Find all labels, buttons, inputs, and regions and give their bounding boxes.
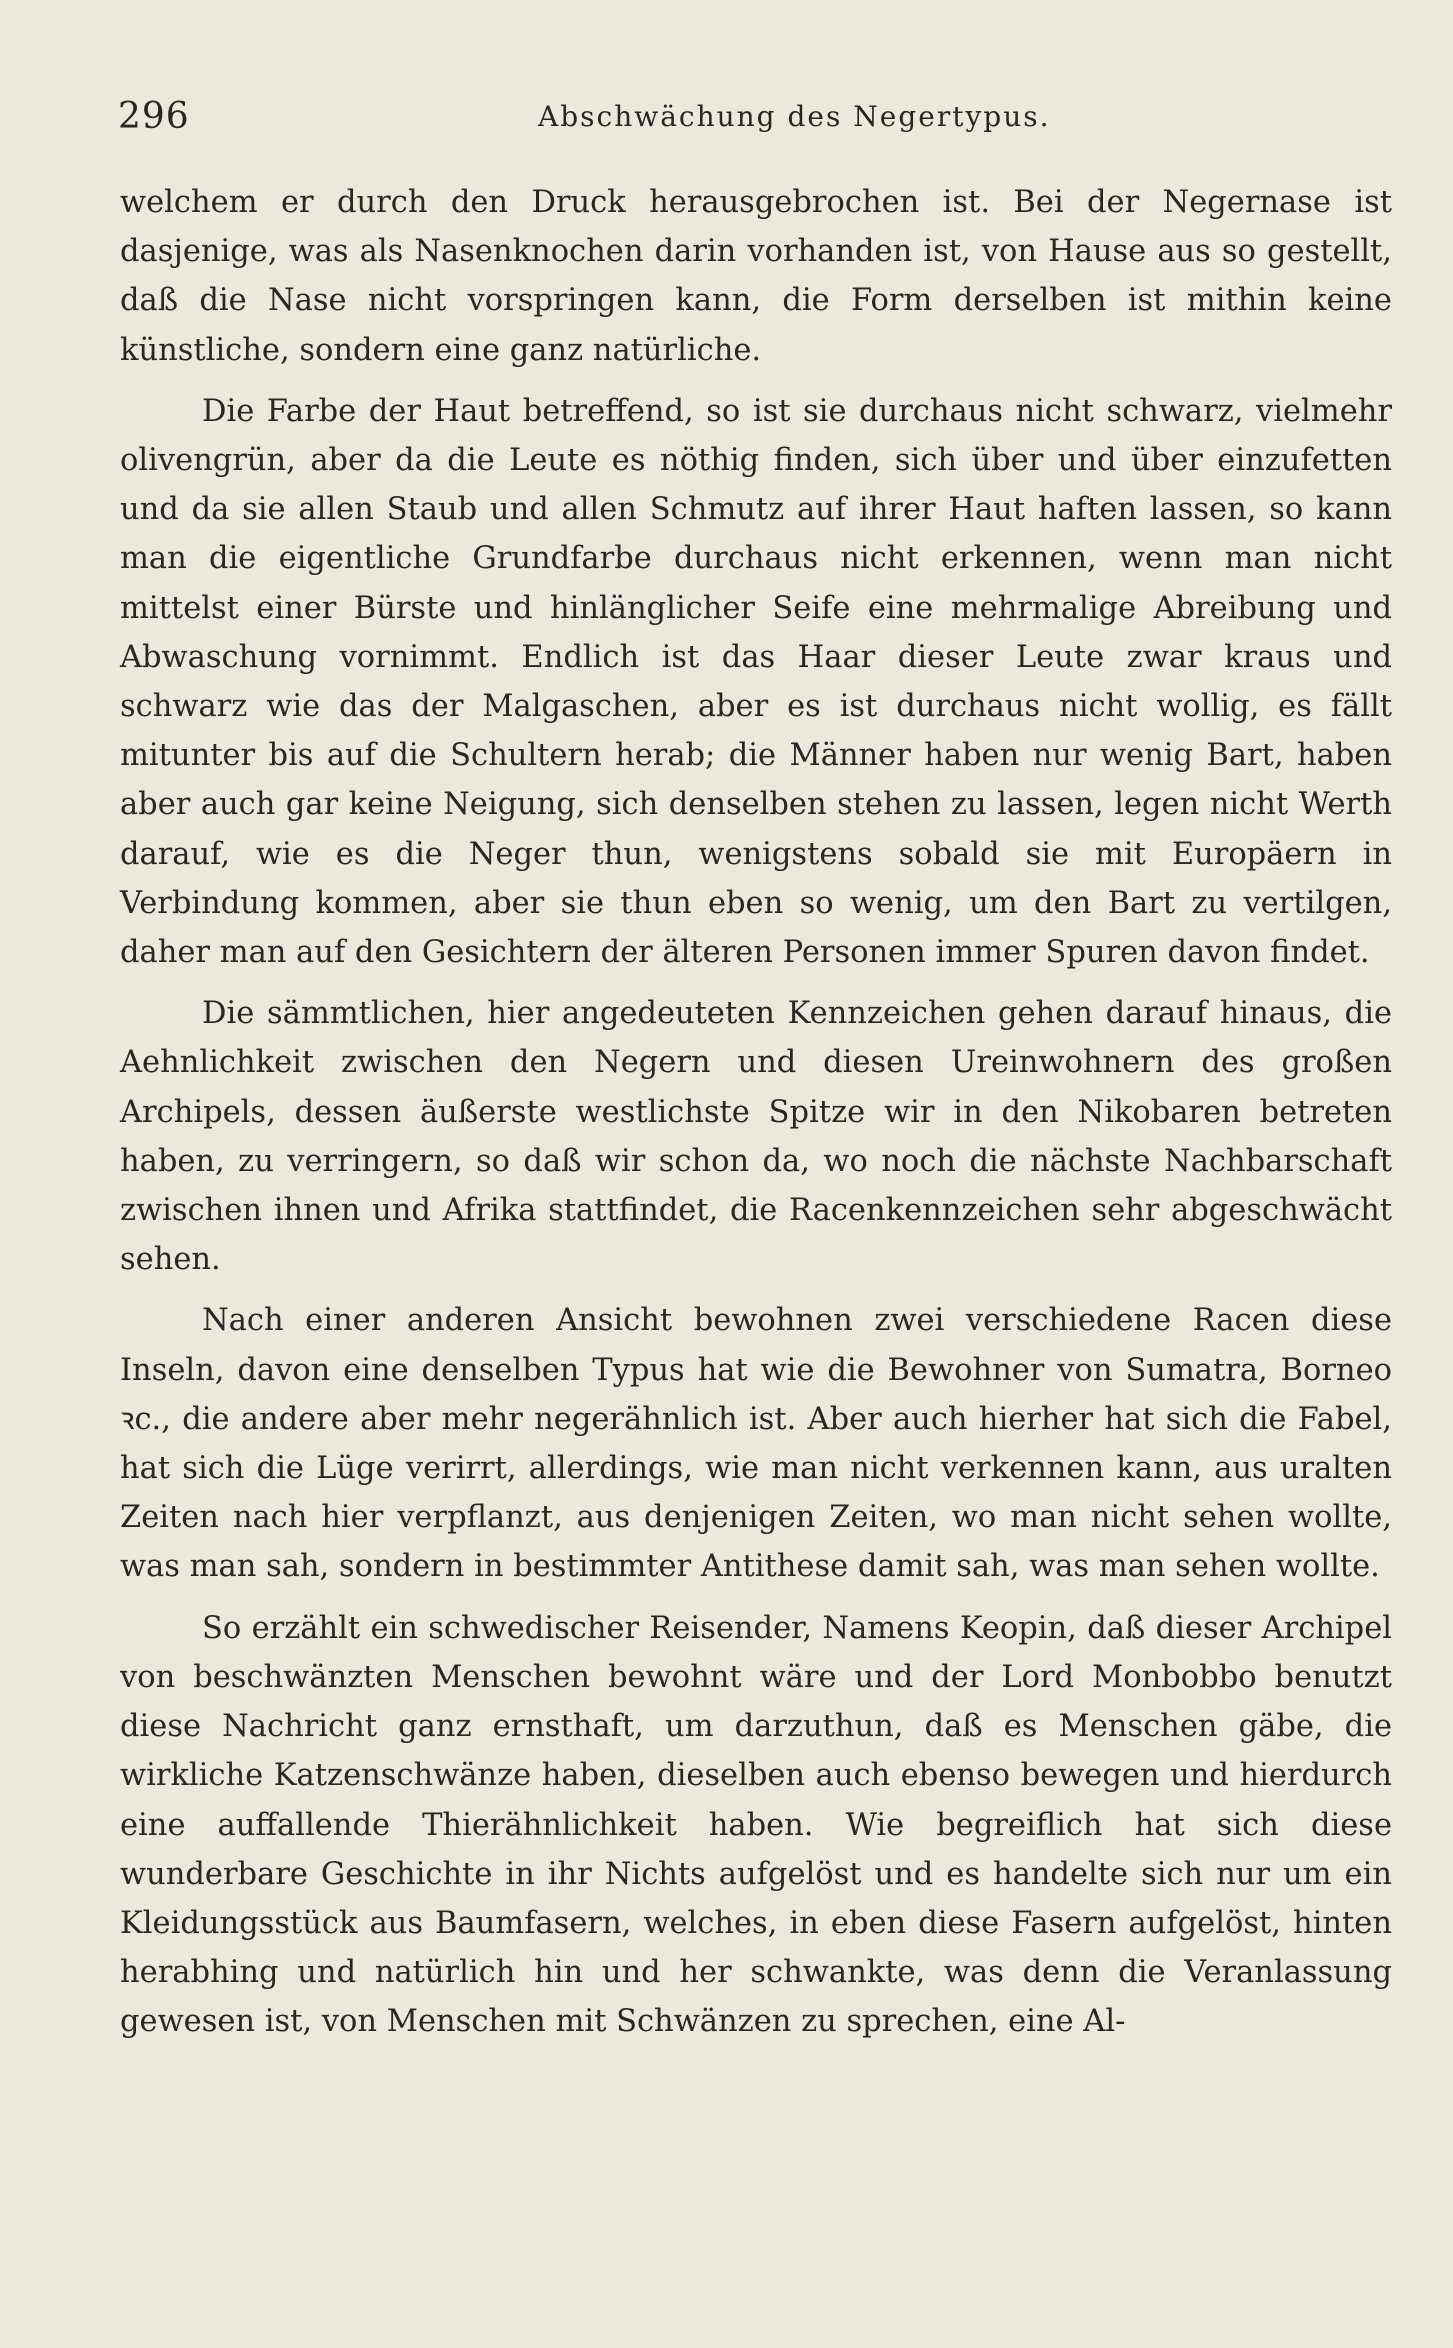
paragraph: So erzählt ein schwedischer Reisender, Namens Keopin, daß dieser Archipel von beschwänzten Menschen bewohnt wäre und der Lord Monbobbo benutzt diese Nachricht ganz ernsthaft, um darzuthun, daß es Menschen gäbe, die wirkliche Katzenschwänze haben, dieselben auch ebenso bewegen und hierdurch eine auffallende Thierähnlichkeit haben. Wie begreiflich hat sich diese wunderbare Geschichte in ihr Nichts aufgelöst und es handelte sich nur um ein Kleidungsstück aus Baumfasern, welches, in eben diese Fasern aufgelöst, hinten herabhing und natürlich hin und her schwankte, was denn die Veranlassung gewesen ist, von Menschen mit Schwänzen zu sprechen, eine Al- bbox=[120, 1610, 1392, 2040]
body-text bbox=[120, 178, 1392, 2059]
paragraph: Nach einer anderen Ansicht bewohnen zwei verschiedene Racen diese Inseln, davon eine denselben Typus hat wie die Bewohner von Sumatra, Borneo ꝛc., die andere aber mehr negerähnlich ist. Aber auch hierher hat sich die Fabel, hat sich die Lüge verirrt, allerdings, wie man nicht verkennen kann, aus uralten Zeiten nach hier verpflanzt, aus denjenigen Zeiten, wo man nicht sehen wollte, was man sah, sondern in bestimmter Antithese damit sah, was man sehen wollte. bbox=[120, 1303, 1392, 1585]
paragraph: Die sämmtlichen, hier angedeuteten Kennzeichen gehen darauf hinaus, die Aehnlichkeit zwischen den Negern und diesen Ureinwohnern des großen Archipels, dessen äußerste westlichste Spitze wir in den Nikobaren betreten haben, zu verringern, so daß wir schon da, wo noch die nächste Nachbarschaft zwischen ihnen und Afrika stattfindet, die Racenkennzeichen sehr abgeschwächt sehen. bbox=[120, 996, 1392, 1278]
page-header bbox=[118, 96, 1368, 146]
running-title: Abschwächung des Negertypus. bbox=[538, 100, 1051, 133]
page-number: 296 bbox=[118, 96, 190, 137]
paragraph-continued: welchem er durch den Druck herausgebrochen ist. Bei der Negernase ist dasjenige, was als Nasenknochen darin vorhanden ist, von Hause aus so gestellt, daß die Nase nicht vorspringen kann, die Form derselben ist mithin keine künstliche, sondern eine ganz natürliche. bbox=[120, 185, 1392, 368]
paragraph: Die Farbe der Haut betreffend, so ist sie durchaus nicht schwarz, vielmehr olivengrün, aber da die Leute es nöthig finden, sich über und über einzufetten und da sie allen Staub und allen Schmutz auf ihrer Haut haften lassen, so kann man die eigentliche Grundfarbe durchaus nicht erkennen, wenn man nicht mittelst einer Bürste und hinlänglicher Seife eine mehrmalige Abreibung und Abwaschung vornimmt. Endlich ist das Haar dieser Leute zwar kraus und schwarz wie das der Malgaschen, aber es ist durchaus nicht wollig, es fällt mitunter bis auf die Schultern herab; die Männer haben nur wenig Bart, haben aber auch gar keine Neigung, sich denselben stehen zu lassen, legen nicht Werth darauf, wie es die Neger thun, wenigstens sobald sie mit Europäern in Verbindung kommen, aber sie thun eben so wenig, um den Bart zu vertilgen, daher man auf den Gesichtern der älteren Personen immer Spuren davon findet. bbox=[120, 393, 1392, 971]
